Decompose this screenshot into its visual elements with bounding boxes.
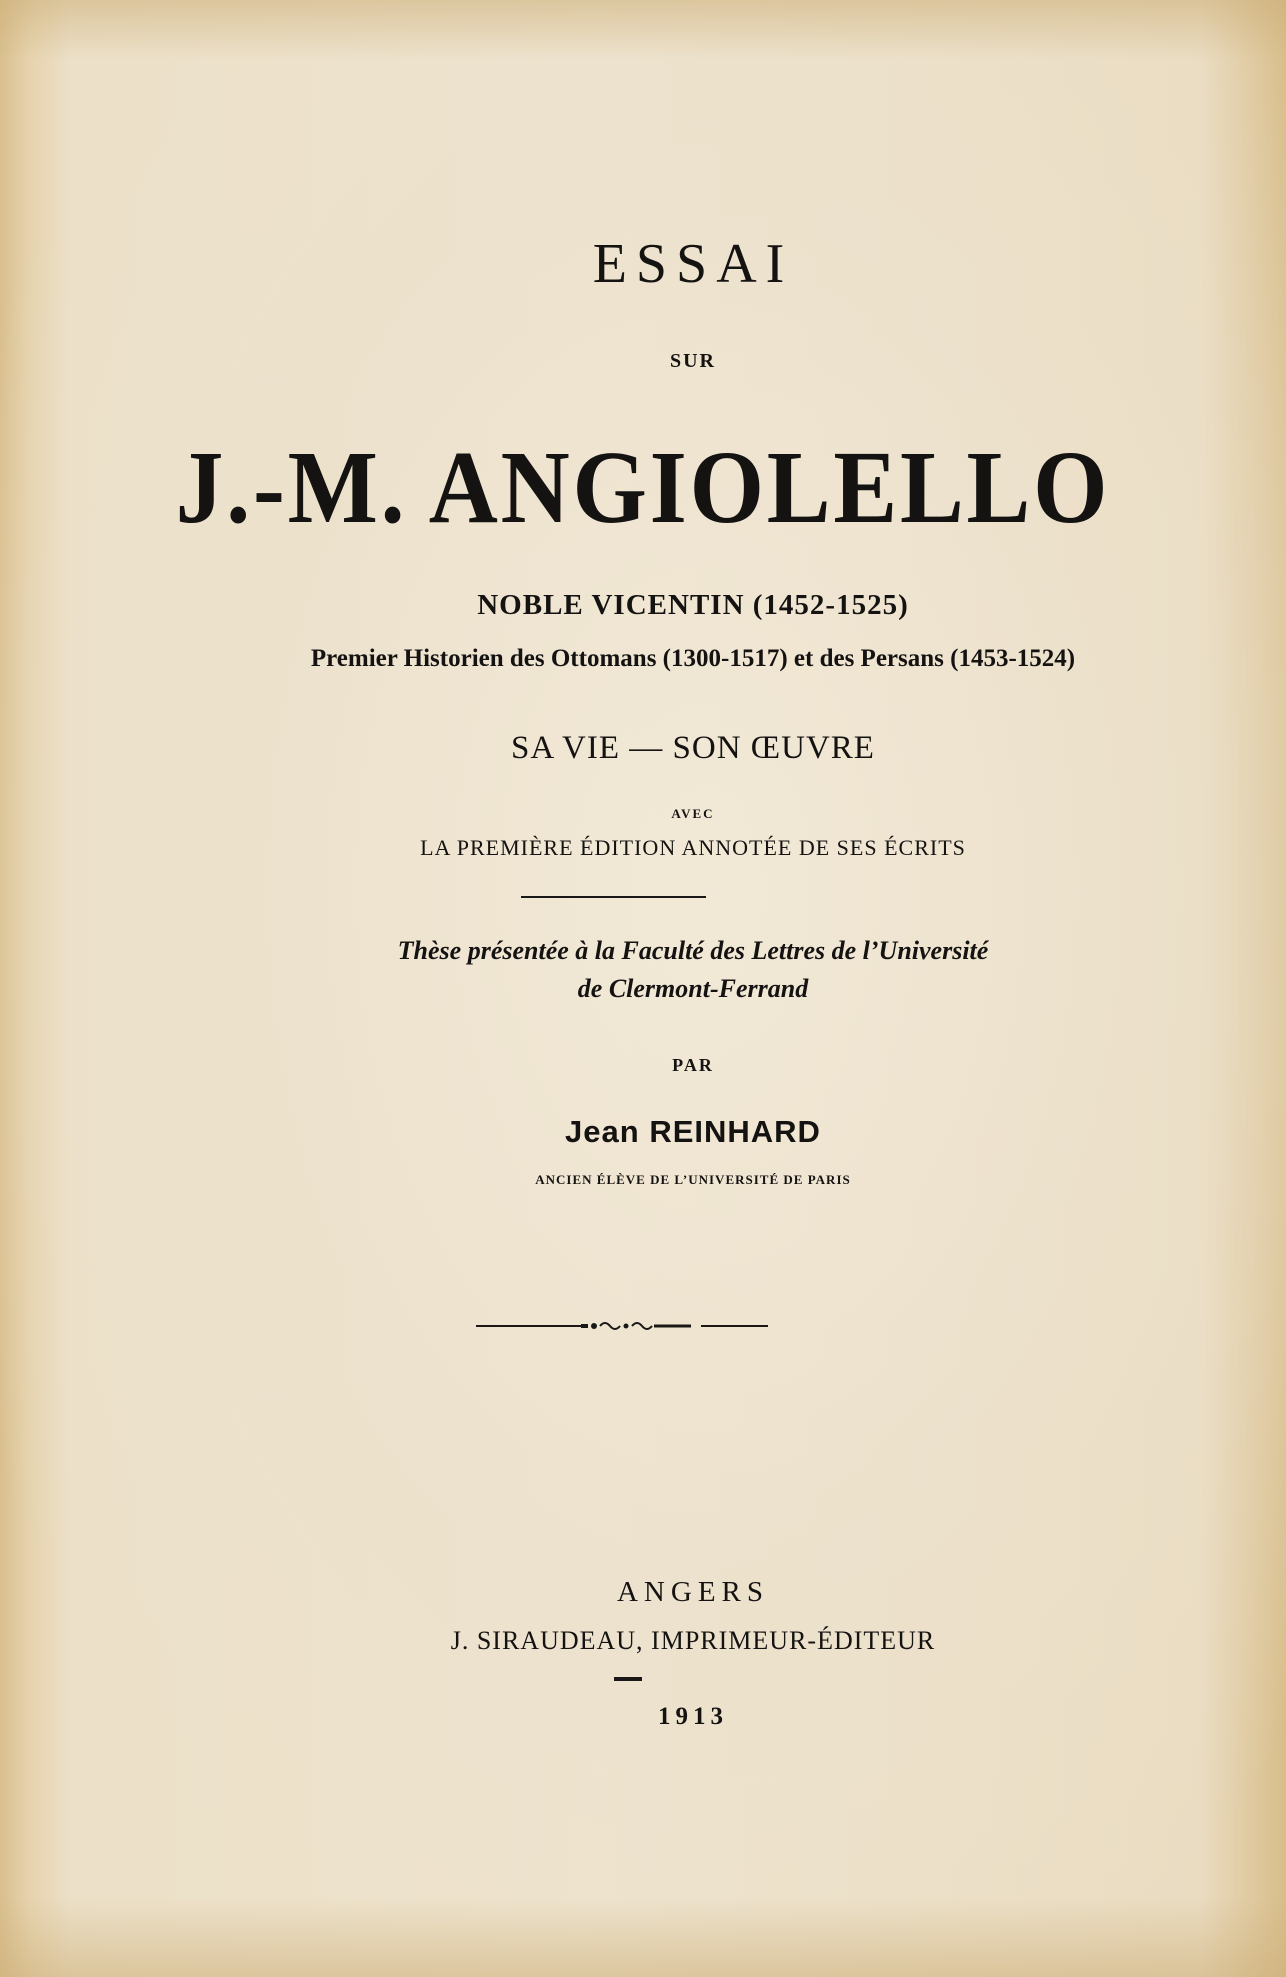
subtitle-noble-vicentin: NOBLE VICENTIN (1452-1525) [477,589,909,621]
author-par: PAR [672,1055,714,1075]
ornament-divider-icon [476,1318,768,1334]
page-title: J.-M. ANGIOLELLO [175,430,1111,545]
imprint-short-rule [614,1677,642,1681]
paper-edge-bottom [0,1897,1286,1977]
subtitle-avec: AVEC [671,806,715,821]
thesis-line-1: Thèse présentée à la Faculté des Lettres de l’Université [397,936,989,965]
author-credential: ANCIEN ÉLÈVE DE L’UNIVERSITÉ DE PARIS [535,1172,851,1187]
imprint-year: 1913 [658,1703,728,1730]
paper-edge-top [0,0,1286,60]
thesis-line-2: de Clermont-Ferrand [577,974,809,1003]
imprint-city: ANGERS [616,1576,769,1608]
title-essai: ESSAI [592,233,794,295]
subtitle-premier-historien: Premier Historien des Ottomans (1300-1517) et des Persans (1453-1524) [310,645,1076,672]
author-name: Jean REINHARD [565,1114,821,1149]
subtitle-sa-vie: SA VIE — SON ŒUVRE [511,730,875,766]
divider-rule [521,896,706,898]
imprint-publisher: J. SIRAUDEAU, IMPRIMEUR-ÉDITEUR [450,1626,936,1655]
title-sur: SUR [669,350,716,372]
subtitle-premiere-edition: LA PREMIÈRE ÉDITION ANNOTÉE DE SES ÉCRITS [420,835,966,860]
